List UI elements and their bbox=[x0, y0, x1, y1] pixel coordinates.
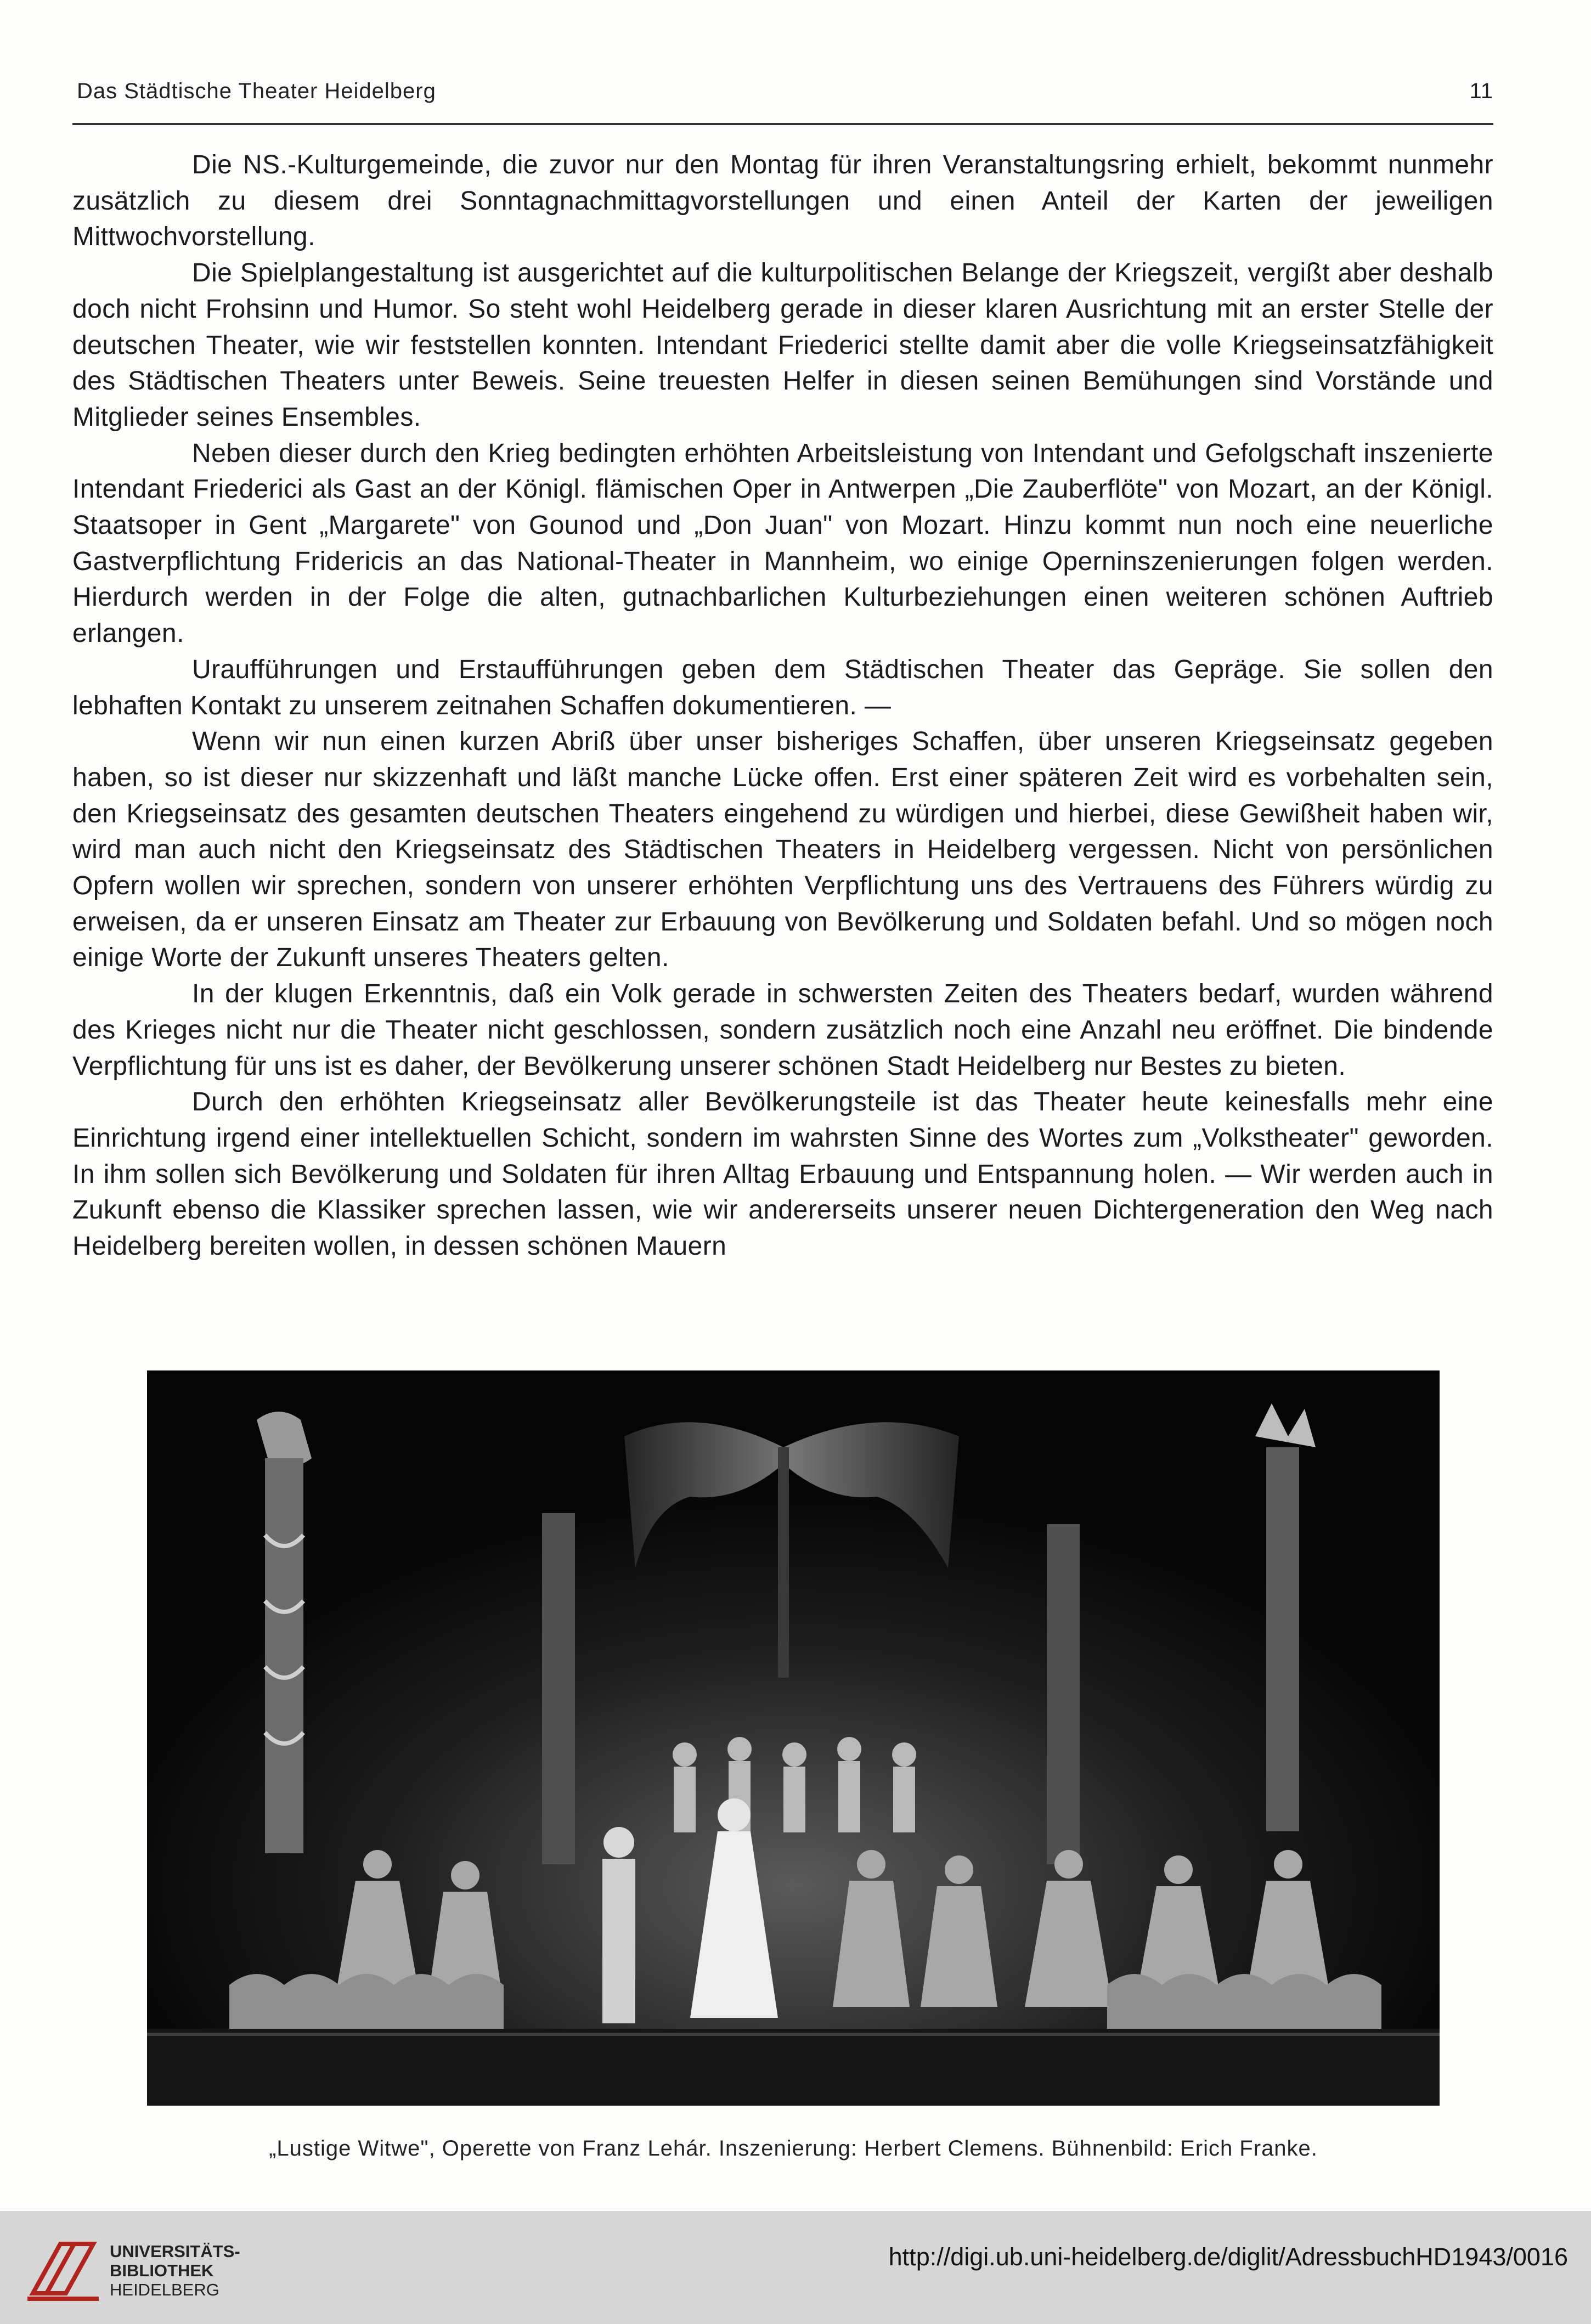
source-url-link[interactable]: http://digi.ub.uni-heidelberg.de/diglit/AdressbuchHD1943/0016 bbox=[888, 2243, 1568, 2271]
paragraph: Wenn wir nun einen kurzen Abriß über unser bisheriges Schaffen, über unseren Kriegseinsatz gegeben haben, so ist dieser nur skizzenhaft und läßt manche Lücke offen. Erst einer späteren Zeit wird es vorbehalten sein, den Kriegseinsatz des gesamten deutschen Theaters eingehend zu würdigen und hierbei, diese Gewißheit haben wir, wird man auch nicht den Kriegseinsatz des Städtischen Theaters in Heidelberg vergessen. Nicht von persönlichen Opfern wollen wir sprechen, sondern von unserer erhöhten Verpflichtung uns des Vertrauens des Führers würdig zu erweisen, da er unseren Einsatz am Theater zur Erbauung von Bevölkerung und Soldaten befahl. Und so mögen noch einige Worte der Zukunft unseres Theaters gelten. bbox=[72, 727, 1493, 973]
library-name-line: HEIDELBERG bbox=[110, 2280, 219, 2299]
article-body bbox=[72, 147, 1493, 1265]
digitization-footer bbox=[0, 2211, 1591, 2324]
header-rule bbox=[72, 123, 1493, 125]
library-name bbox=[110, 2242, 384, 2299]
running-title: Das Städtische Theater Heidelberg bbox=[77, 79, 436, 103]
paragraph: Die Spielplangestaltung ist ausgerichtet auf die kulturpolitischen Belange der Kriegszeit, vergißt aber deshalb doch nicht Frohsinn und Humor. So steht wohl Heidelberg gerade in dieser klaren Ausrichtung mit an erster Stelle der deutschen Theater, wie wir feststellen konnten. Intendant Friederici stellte damit aber die volle Kriegseinsatzfähigkeit des Städtischen Theaters unter Beweis. Seine treuesten Helfer in diesen seinen Bemühungen sind Vorstände und Mitglieder seines Ensembles. bbox=[72, 258, 1493, 432]
page-number: 11 bbox=[1469, 79, 1493, 103]
paragraph: Uraufführungen und Erstaufführungen geben dem Städtischen Theater das Gepräge. Sie sollen den lebhaften Kontakt zu unserem zeitnahen Schaffen dokumentieren. — bbox=[72, 655, 1493, 720]
library-name-line: BIBLIOTHEK bbox=[110, 2261, 214, 2280]
stage-photograph-illustration bbox=[147, 1370, 1440, 2106]
library-name-line: UNIVERSITÄTS- bbox=[110, 2242, 240, 2261]
paragraph: Durch den erhöhten Kriegseinsatz aller Bevölkerungsteile ist das Theater heute keinesfalls mehr eine Einrichtung irgend einer intellektuellen Schicht, sondern im wahrsten Sinne des Wortes zum „Volkstheater" geworden. In ihm sollen sich Bevölkerung und Soldaten für ihren Alltag Erbauung und Entspannung holen. — Wir werden auch in Zukunft ebenso die Klassiker sprechen lassen, wie wir andererseits unserer neuen Dichtergeneration den Weg nach Heidelberg bereiten wollen, in dessen schönen Mauern bbox=[72, 1087, 1493, 1261]
photo-caption: „Lustige Witwe", Operette von Franz Lehár. Inszenierung: Herbert Clemens. Bühnenbild: Erich Franke. bbox=[269, 2136, 1318, 2161]
university-library-logo-icon bbox=[22, 2233, 104, 2304]
paragraph: In der klugen Erkenntnis, daß ein Volk gerade in schwersten Zeiten des Theaters bedarf, wurden während des Krieges nicht nur die Theater nicht geschlossen, sondern zusätzlich noch eine Anzahl neu eröffnet. Die bindende Verpflichtung für uns ist es daher, der Bevölkerung unserer schönen Stadt Heidelberg nur Bestes zu bieten. bbox=[72, 979, 1493, 1081]
paragraph: Die NS.-Kulturgemeinde, die zuvor nur den Montag für ihren Veranstaltungsring erhielt, bekommt nunmehr zusätzlich zu diesem drei Sonntagnachmittagvorstellungen und einen Anteil der Karten der jeweiligen Mittwochvorstellung. bbox=[72, 150, 1493, 252]
running-header bbox=[72, 75, 1493, 113]
paragraph: Neben dieser durch den Krieg bedingten erhöhten Arbeitsleistung von Intendant und Gefolgschaft inszenierte Intendant Friederici als Gast an der Königl. flämischen Oper in Antwerpen „Die Zauberflöte" von Mozart, an der Königl. Staatsoper in Gent „Margarete" von Gounod und „Don Juan" von Mozart. Hinzu kommt nun noch eine neuerliche Gastverpflichtung Fridericis an das National-Theater in Mannheim, wo einige Operninszenierungen folgen werden. Hierdurch werden in der Folge die alten, gutnachbarlichen Kulturbeziehungen einen weiteren schönen Auftrieb erlangen. bbox=[72, 438, 1493, 648]
stage-photograph bbox=[147, 1370, 1440, 2106]
